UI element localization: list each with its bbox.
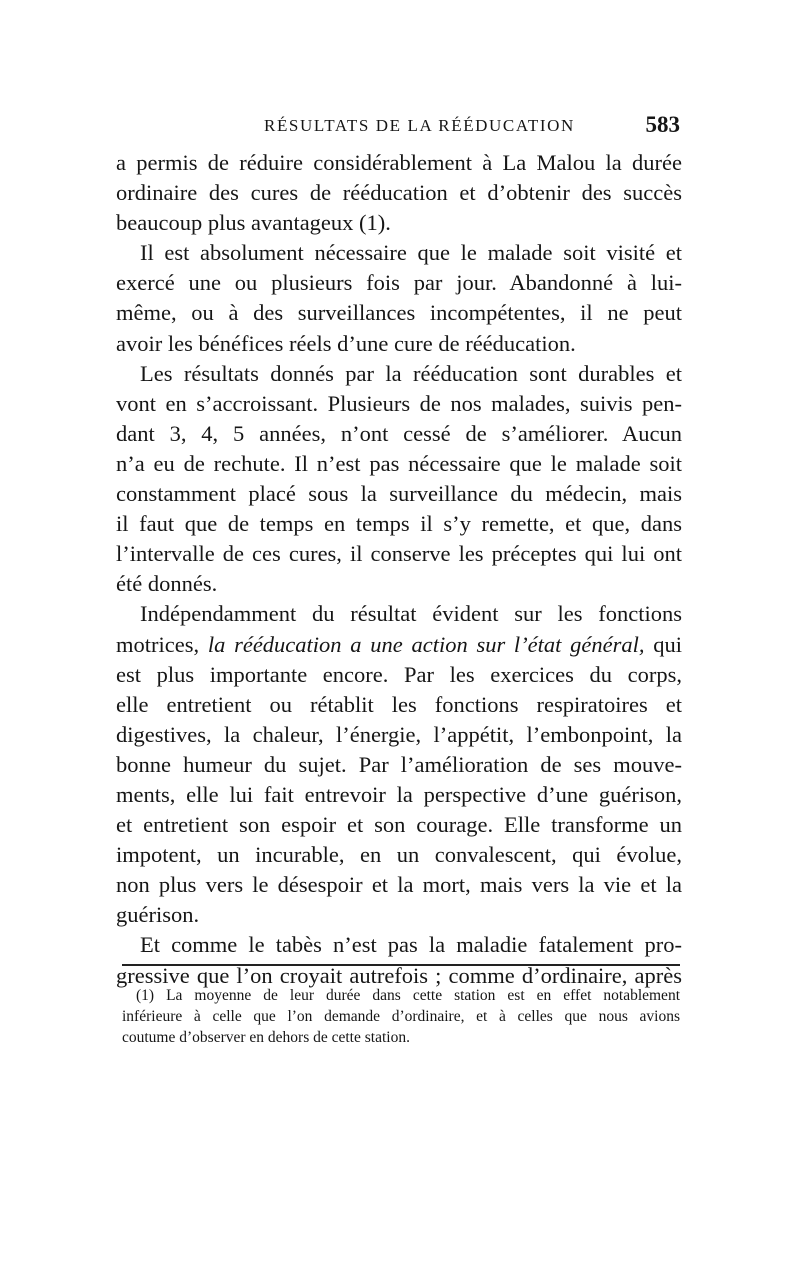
text-line: impotent, un incurable, en un convalescent, qui évolue, (116, 842, 682, 868)
footnote-line: inférieure à celle que l’on demande d’ordinaire, et à celles que nous avions (122, 1008, 680, 1025)
text-line: beaucoup plus avantageux (1). (116, 210, 391, 236)
text-line: même, ou à des surveillances incompétentes, il ne peut (116, 300, 682, 326)
text-line: Indépendamment du résultat évident sur les fonctions (140, 601, 682, 627)
text-run: motrices, (116, 631, 208, 657)
text-line: vont en s’accroissant. Plusieurs de nos malades, suivis pen- (116, 390, 682, 416)
text-line: a permis de réduire considérablement à La Malou la durée (116, 150, 682, 175)
text-line: été donnés. (116, 571, 218, 597)
page-number: 583 (645, 112, 680, 137)
text-line: exercé une ou plusieurs fois par jour. Abandonné à lui- (116, 270, 682, 296)
running-title: RÉSULTATS DE LA RÉÉDUCATION (264, 116, 575, 135)
text-line-with-italic (116, 630, 682, 660)
text-line: dant 3, 4, 5 années, n’ont cessé de s’améliorer. Aucun (116, 420, 682, 446)
footnote-divider (122, 964, 680, 966)
text-line: digestives, la chaleur, l’énergie, l’appétit, l’embonpoint, la (116, 721, 682, 747)
footnote-line: (1) La moyenne de leur durée dans cette station est en effet notablement (136, 987, 680, 1004)
text-line: elle entretient ou rétablit les fonctions respiratoires et (116, 691, 682, 717)
text-line: et entretient son espoir et son courage. Elle transforme un (116, 812, 682, 838)
text-line: constamment placé sous la surveillance du médecin, mais (116, 481, 682, 507)
text-line: guérison. (116, 902, 200, 928)
text-line: est plus importante encore. Par les exercices du corps, (116, 661, 682, 687)
text-run: qui (644, 631, 682, 657)
footnote-line: coutume d’observer en dehors de cette station. (122, 1029, 410, 1046)
text-line: ments, elle lui fait entrevoir la perspective d’une guérison, (116, 781, 682, 807)
text-line: il faut que de temps en temps il s’y remette, et que, dans (116, 511, 682, 537)
body-text (116, 148, 682, 991)
running-head (116, 112, 682, 142)
text-line: ordinaire des cures de rééducation et d’obtenir des succès (116, 180, 682, 206)
text-line: avoir les bénéfices réels d’une cure de rééducation. (116, 330, 576, 356)
text-line: n’a eu de rechute. Il n’est pas nécessaire que le malade soit (116, 450, 682, 476)
italic-phrase: la rééducation a une action sur l’état général, (207, 631, 645, 657)
text-line: Les résultats donnés par la rééducation sont durables et (140, 360, 682, 386)
text-line: Et comme le tabès n’est pas la maladie fatalement pro- (140, 932, 682, 958)
text-line: bonne humeur du sujet. Par l’amélioration de ses mouve- (116, 751, 682, 777)
text-line: non plus vers le désespoir et la mort, mais vers la vie et la (116, 872, 682, 898)
text-line: Il est absolument nécessaire que le malade soit visité et (140, 240, 682, 266)
text-line: l’intervalle de ces cures, il conserve les préceptes qui lui ont (116, 541, 682, 567)
footnote (122, 985, 680, 1048)
text-line: gressive que l’on croyait autrefois ; comme d’ordinaire, après (116, 962, 682, 988)
